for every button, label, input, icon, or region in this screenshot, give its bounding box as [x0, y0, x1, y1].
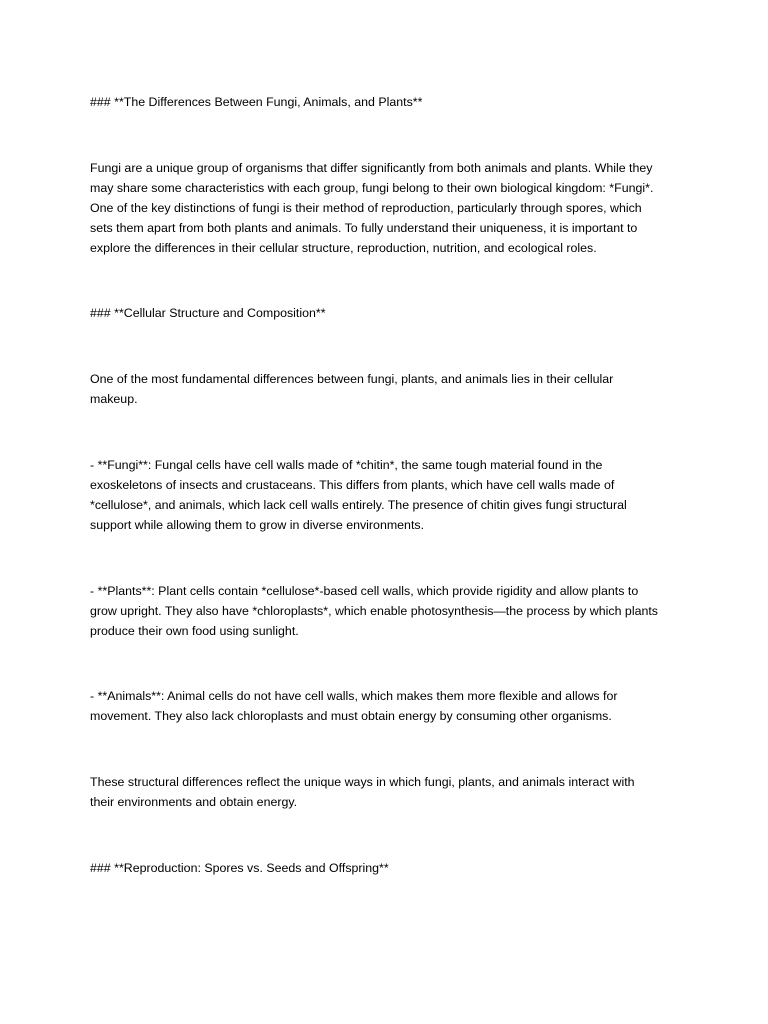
text-line: One of the key distinctions of fungi is their method of reproduction, particularly through spores, which — [90, 201, 642, 215]
paragraph-structural-differences — [90, 772, 690, 812]
bullet-plants — [90, 581, 690, 641]
text-line: - **Animals**: Animal cells do not have cell walls, which makes them more flexible and allows for — [90, 689, 618, 703]
paragraph-intro — [90, 158, 690, 258]
text-line: ### **Reproduction: Spores vs. Seeds and Offspring** — [90, 861, 389, 875]
text-line: may share some characteristics with each group, fungi belong to their own biological kingdom: *Fungi*. — [90, 181, 654, 195]
text-line: their environments and obtain energy. — [90, 795, 298, 809]
heading-differences — [90, 92, 690, 112]
text-line: ### **The Differences Between Fungi, Animals, and Plants** — [90, 95, 423, 109]
bullet-animals — [90, 686, 690, 726]
text-line: sets them apart from both plants and animals. To fully understand their uniqueness, it is important to — [90, 221, 638, 235]
heading-reproduction — [90, 858, 690, 878]
bullet-fungi — [90, 455, 690, 535]
text-line: grow upright. They also have *chloroplasts*, which enable photosynthesis—the process by which plants — [90, 604, 658, 618]
text-line: Fungi are a unique group of organisms that differ significantly from both animals and plants. While they — [90, 161, 653, 175]
text-line: One of the most fundamental differences between fungi, plants, and animals lies in their cellular — [90, 372, 614, 386]
text-line: explore the differences in their cellular structure, reproduction, nutrition, and ecological roles. — [90, 241, 597, 255]
text-line: *cellulose*, and animals, which lack cell walls entirely. The presence of chitin gives fungi structural — [90, 498, 627, 512]
text-line: movement. They also lack chloroplasts and must obtain energy by consuming other organisms. — [90, 709, 612, 723]
text-line: produce their own food using sunlight. — [90, 624, 299, 638]
paragraph-cellular-makeup — [90, 369, 690, 409]
heading-cellular-structure — [90, 303, 690, 323]
text-line: - **Plants**: Plant cells contain *cellulose*-based cell walls, which provide rigidity and allow plants to — [90, 584, 639, 598]
text-line: support while allowing them to grow in diverse environments. — [90, 518, 425, 532]
text-line: makeup. — [90, 392, 138, 406]
text-line: These structural differences reflect the unique ways in which fungi, plants, and animals interact with — [90, 775, 635, 789]
text-line: exoskeletons of insects and crustaceans. This differs from plants, which have cell walls made of — [90, 478, 615, 492]
text-line: - **Fungi**: Fungal cells have cell walls made of *chitin*, the same tough material found in the — [90, 458, 603, 472]
text-line: ### **Cellular Structure and Composition** — [90, 306, 326, 320]
